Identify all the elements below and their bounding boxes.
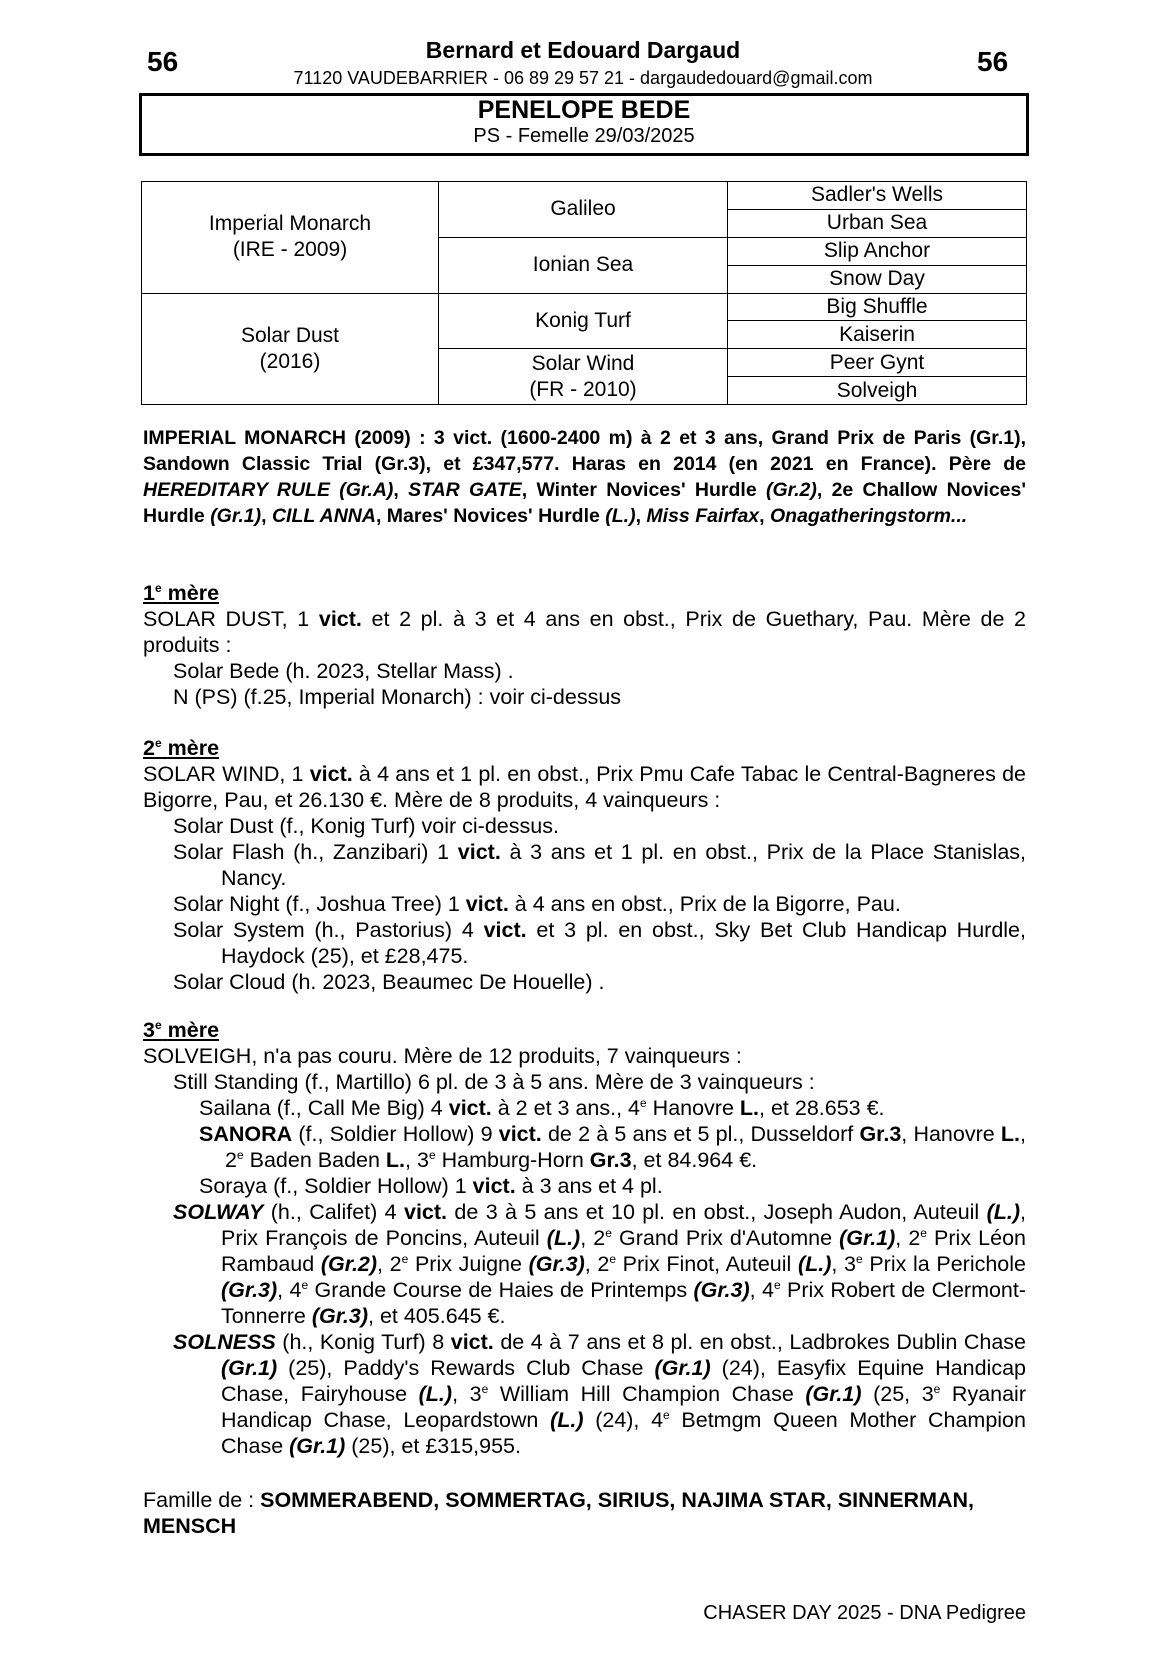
race-grade: (Gr.3) [693, 1278, 750, 1302]
text: , 4 [749, 1278, 774, 1302]
text: Soraya (f., Soldier Hollow) 1 [199, 1174, 473, 1198]
heading-word: mère [167, 581, 220, 605]
sire-note-italic: (L.) [605, 505, 636, 527]
pedigree-g3-3: Slip Anchor [728, 237, 1027, 265]
race-grade: (Gr.1) [654, 1356, 711, 1380]
ordinal-sup: e [401, 1251, 409, 1266]
text: à 2 et 3 ans., 4 [491, 1096, 640, 1120]
sire-note-italic: (Gr.1) [210, 505, 262, 527]
pedigree-dam-dam [439, 349, 728, 405]
text: William Hill Champion Chase [488, 1382, 806, 1406]
heading-word: mère [167, 1018, 220, 1042]
text: , et 84.964 €. [631, 1148, 758, 1172]
heading-sup: e [154, 580, 162, 595]
race-grade: (L.) [986, 1200, 1021, 1224]
text: SOLAR DUST, 1 [143, 607, 319, 631]
grand-produce-line [143, 1095, 1026, 1121]
ordinal-sup: e [773, 1277, 781, 1292]
page-footer: CHASER DAY 2025 - DNA Pedigree [703, 1602, 1026, 1624]
dam-dam-name: Solar Wind [531, 351, 635, 375]
heading-number: 2 [143, 736, 155, 760]
second-dam-heading [143, 735, 1026, 761]
pedigree-g3-2: Urban Sea [728, 209, 1027, 237]
family-names: SOMMERABEND, SOMMERTAG, SIRIUS, NAJIMA STAR, SINNERMAN, MENSCH [143, 1488, 975, 1538]
produce-line: Solar Cloud (h. 2023, Beaumec De Houelle) . [173, 970, 605, 994]
text: SOLAR WIND, 1 [143, 762, 310, 786]
heading-sup: e [154, 735, 162, 750]
horse-name-bold: SANORA [199, 1122, 293, 1146]
text: , 3 [831, 1252, 856, 1276]
text: et 3 pl. en obst., Sky Bet Club Handicap Hurdle, Haydock (25), et £28,475. [221, 918, 1026, 968]
listed-label: L. [1000, 1122, 1021, 1146]
produce-line [143, 917, 1026, 969]
produce-line: N (PS) (f.25, Imperial Monarch) : voir ci-dessus [173, 685, 622, 709]
text: (24), 4 [583, 1408, 664, 1432]
pedigree-dam-sire: Konig Turf [439, 293, 728, 349]
text: Prix Finot, Auteuil [616, 1252, 798, 1276]
vendor-name: Bernard et Edouard Dargaud [425, 37, 741, 63]
sire-note-text: IMPERIAL MONARCH (2009) : 3 vict. (1600-2400 m) à 2 et 3 ans, Grand Prix de Paris (Gr.1), Sandown Classic Trial (Gr.3), et £347,577. Haras en 2014 (en 2021 en France). Père de [143, 427, 1026, 475]
text: (f., Soldier Hollow) 9 [292, 1122, 499, 1146]
text: à 3 ans et 1 pl. en obst., Prix de la Place Stanislas, Nancy. [221, 840, 1026, 890]
ordinal-sup: e [301, 1277, 309, 1292]
sire-note-italic: (Gr.2) [765, 479, 817, 501]
pedigree-sire-dam: Ionian Sea [439, 237, 728, 293]
race-grade: (Gr.1) [221, 1356, 278, 1380]
ordinal-sup: e [605, 1225, 612, 1240]
pedigree-g3-5: Big Shuffle [728, 293, 1027, 321]
pedigree-g3-8: Solveigh [728, 377, 1027, 405]
text: de 4 à 7 ans et 8 pl. en obst., Ladbrokes Dublin Chase [493, 1330, 1027, 1354]
ordinal-sup: e [855, 1251, 863, 1266]
text: à 4 ans et 1 pl. en obst., Prix Pmu Cafe Tabac le Central-Bagneres de Bigorre, Pau, et 26.130 €. Mère de 8 produits, 4 vainqueurs : [143, 762, 1026, 812]
produce-line [143, 891, 1026, 917]
pedigree-g3-6: Kaiserin [728, 321, 1027, 349]
text: , Hanovre [901, 1122, 1001, 1146]
sire-note-text: , Winter Novices' Hurdle [521, 479, 766, 501]
sire-name: Imperial Monarch [208, 212, 372, 236]
text: de 2 à 5 ans et 5 pl., Dusseldorf [541, 1122, 860, 1146]
first-dam-section [143, 580, 1026, 710]
listed-label: L. [385, 1148, 406, 1172]
text: Prix Robert de Clermont-Tonnerre [221, 1278, 1027, 1328]
group-label: Gr.3 [859, 1122, 902, 1146]
race-grade: (Gr.1) [805, 1382, 862, 1406]
ordinal-sup: e [481, 1381, 489, 1396]
race-grade: (L.) [418, 1382, 453, 1406]
ordinal-sup: e [640, 1095, 647, 1110]
dam-name: Solar Dust [240, 323, 340, 347]
lot-number-left: 56 [147, 46, 179, 77]
produce-line [143, 839, 1026, 891]
lot-number-right: 56 [977, 46, 1009, 77]
sire-note-text: , [393, 479, 409, 501]
sire-note-text: , [759, 505, 770, 527]
vict-label: vict. [483, 918, 527, 942]
listed-label: L. [739, 1096, 760, 1120]
pedigree-g3-4: Snow Day [728, 265, 1027, 293]
horse-name-bold-italic: SOLNESS [173, 1330, 276, 1354]
text: Solar Flash (h., Zanzibari) 1 [173, 840, 458, 864]
vict-label: vict. [404, 1200, 448, 1224]
sire-note-italic: Miss Fairfax [646, 505, 760, 527]
race-grade: (L.) [546, 1226, 581, 1250]
second-dam-paragraph [143, 761, 1026, 813]
third-dam-intro: SOLVEIGH, n'a pas couru. Mère de 12 produits, 7 vainqueurs : [143, 1044, 742, 1068]
text: , 2 [584, 1252, 610, 1276]
heading-sup: e [154, 1017, 162, 1032]
pedigree-table [141, 181, 1027, 405]
text: , 2 [895, 1226, 921, 1250]
sire-note-italic: HEREDITARY RULE (Gr.A) [143, 479, 394, 501]
pedigree-sire-sire: Galileo [439, 182, 728, 238]
vendor-address: 71120 VAUDEBARRIER - 06 89 29 57 21 - dargaudedouard@gmail.com [293, 68, 873, 88]
vict-label: vict. [318, 607, 362, 631]
horse-description: PS - Femelle 29/03/2025 [473, 125, 695, 147]
horse-title-box [139, 93, 1029, 156]
produce-line: Solar Bede (h. 2023, Stellar Mass) . [173, 659, 514, 683]
heading-number: 3 [143, 1018, 155, 1042]
vict-label: vict. [448, 1096, 492, 1120]
text: (h., Konig Turf) 8 [275, 1330, 451, 1354]
horse-name: PENELOPE BEDE [477, 96, 691, 124]
race-grade: (L.) [797, 1252, 832, 1276]
first-dam-paragraph [143, 606, 1026, 658]
sire-note-italic: STAR GATE [408, 479, 522, 501]
text: , 2 [377, 1252, 402, 1276]
text: Sailana (f., Call Me Big) 4 [199, 1096, 449, 1120]
sire-note-italic: Onagatheringstorm... [769, 505, 968, 527]
text: (25), et £315,955. [345, 1434, 521, 1458]
text: Hamburg-Horn [435, 1148, 590, 1172]
pedigree-g3-7: Peer Gynt [728, 349, 1027, 377]
text: de 3 à 5 ans et 10 pl. en obst., Joseph Audon, Auteuil [447, 1200, 987, 1224]
produce-line [143, 1329, 1026, 1459]
vict-label: vict. [465, 892, 509, 916]
text: et 2 pl. à 3 et 4 ans en obst., Prix de Guethary, Pau. Mère de 2 produits : [143, 607, 1026, 657]
text: (25, 3 [861, 1382, 934, 1406]
ordinal-sup: e [663, 1407, 670, 1422]
sire-note-text: , Mares' Novices' Hurdle [375, 505, 606, 527]
produce-line [143, 1199, 1026, 1329]
ordinal-sup: e [933, 1381, 941, 1396]
horse-name-bold-italic: SOLWAY [173, 1200, 264, 1224]
text: , 2 [580, 1226, 606, 1250]
vict-label: vict. [472, 1174, 516, 1198]
ordinal-sup: e [920, 1225, 927, 1240]
race-grade: (Gr.3) [311, 1304, 368, 1328]
grand-produce-line [143, 1121, 1026, 1173]
text: à 3 ans et 4 pl. [515, 1174, 663, 1198]
ordinal-sup: e [428, 1147, 436, 1162]
third-dam-heading [143, 1017, 1026, 1043]
family-label: Famille de : [143, 1488, 261, 1512]
text: Grand Prix d'Automne [611, 1226, 840, 1250]
text: (h., Califet) 4 [263, 1200, 404, 1224]
group-label: Gr.3 [589, 1148, 632, 1172]
ordinal-sup: e [236, 1147, 244, 1162]
text: Betmgm Queen Mother Champion Chase [221, 1408, 1026, 1458]
race-grade: (Gr.3) [221, 1278, 278, 1302]
ordinal-sup: e [609, 1251, 617, 1266]
dam-info: (2016) [259, 349, 321, 373]
sire-note-text: , 2e Challow Novices' Hurdle [143, 479, 1027, 527]
sire-note-text: , [635, 505, 647, 527]
text: Solar System (h., Pastorius) 4 [173, 918, 484, 942]
pedigree-sire [142, 182, 439, 294]
vict-label: vict. [450, 1330, 494, 1354]
race-grade: (Gr.1) [839, 1226, 896, 1250]
sire-info: (IRE - 2009) [232, 238, 348, 262]
heading-word: mère [167, 736, 220, 760]
text: Hanovre [646, 1096, 740, 1120]
first-dam-heading [143, 580, 1026, 606]
text: , 3 [405, 1148, 429, 1172]
second-dam-section [143, 735, 1026, 995]
text: , 3 [452, 1382, 482, 1406]
text: Solar Night (f., Joshua Tree) 1 [173, 892, 466, 916]
text: Prix la Perichole [862, 1252, 1026, 1276]
text: Grande Course de Haies de Printemps [308, 1278, 694, 1302]
text: Prix Juigne [408, 1252, 529, 1276]
vict-label: vict. [457, 840, 501, 864]
text: , Prix François de Poncins, Auteuil [221, 1200, 1026, 1250]
text: Prix Léon Rambaud [221, 1226, 1026, 1276]
sire-note [143, 425, 1026, 529]
produce-line: Still Standing (f., Martillo) 6 pl. de 3 à 5 ans. Mère de 3 vainqueurs : [173, 1070, 815, 1094]
pedigree-g3-1: Sadler's Wells [728, 182, 1027, 210]
text: (24), Easyfix Equine Handicap Chase, Fairyhouse [221, 1356, 1026, 1406]
race-grade: (L.) [550, 1408, 584, 1432]
text: , et 28.653 €. [759, 1096, 885, 1120]
third-dam-section [143, 1017, 1026, 1459]
family-line [143, 1487, 1026, 1539]
race-grade: (Gr.3) [528, 1252, 585, 1276]
vict-label: vict. [498, 1122, 542, 1146]
text: Baden Baden [243, 1148, 386, 1172]
text: à 4 ans en obst., Prix de la Bigorre, Pau. [508, 892, 901, 916]
dam-dam-info: (FR - 2010) [529, 377, 637, 401]
text: , 4 [277, 1278, 302, 1302]
text: , et 405.645 €. [368, 1304, 506, 1328]
heading-number: 1 [143, 581, 155, 605]
produce-line: Solar Dust (f., Konig Turf) voir ci-dessus. [173, 814, 559, 838]
text: , 2 [225, 1122, 1026, 1172]
text: Ryanair Handicap Chase, Leopardstown [221, 1382, 1026, 1432]
pedigree-dam [142, 293, 439, 405]
sire-note-text: , [261, 505, 272, 527]
vict-label: vict. [309, 762, 353, 786]
text: (25), Paddy's Rewards Club Chase [277, 1356, 655, 1380]
grand-produce-line [143, 1173, 1026, 1199]
sire-note-italic: CILL ANNA [271, 505, 376, 527]
race-grade: (Gr.1) [289, 1434, 346, 1458]
race-grade: (Gr.2) [320, 1252, 378, 1276]
